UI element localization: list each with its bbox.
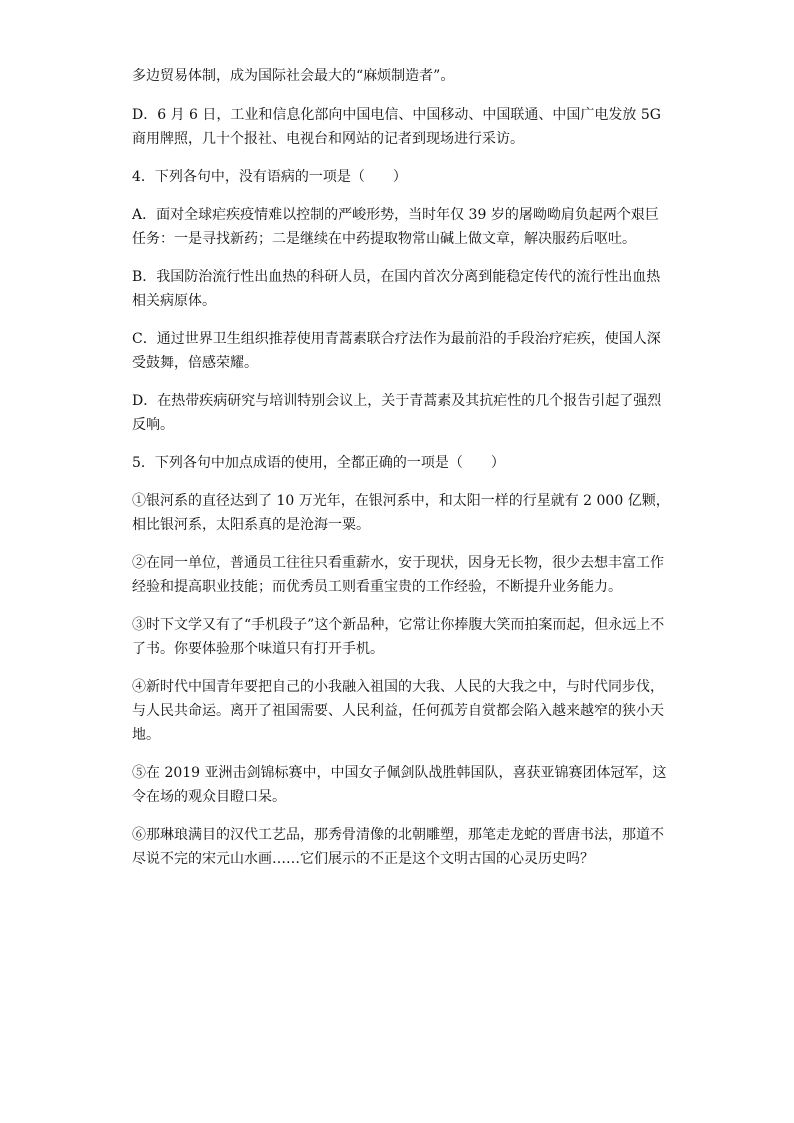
- question-4-title: [132, 165, 672, 189]
- text-line: 地。: [132, 727, 160, 743]
- text-line: D．6 月 6 日，工业和信息化部向中国电信、中国移动、中国联通、中国广电发放 5G: [132, 107, 661, 123]
- document-page: [132, 64, 672, 885]
- text-line: 令在场的观众目瞪口呆。: [132, 789, 286, 805]
- question-title-text: 5．下列各句中加点成语的使用，全都正确的一项是（ ）: [132, 455, 505, 471]
- text-line: B．我国防治流行性出血热的科研人员，在国内首次分离到能稳定传代的流行性出血热: [132, 269, 661, 285]
- text-line: 受鼓舞，倍感荣耀。: [132, 355, 258, 371]
- text-line: ④新时代中国青年要把自己的小我融入祖国的大我、人民的大我之中，与时代同步伐，: [132, 679, 664, 695]
- text-line: 任务：一是寻找新药；二是继续在中药提取物常山碱上做文章，解决服药后呕吐。: [132, 231, 636, 247]
- question-5-item-4: [132, 675, 672, 747]
- text-line: 尽说不完的宋元山水画……它们展示的不正是这个文明古国的心灵历史吗？: [132, 851, 594, 867]
- prev-question-option-d: [132, 103, 672, 151]
- text-line: ①银河系的直径达到了 10 万光年，在银河系中，和太阳一样的行星就有 2 000 亿颗，: [132, 493, 670, 509]
- question-5-title: [132, 451, 672, 475]
- question-4-option-a: [132, 203, 672, 251]
- question-4-option-c: [132, 327, 672, 375]
- text-line: 反响。: [132, 417, 174, 433]
- question-5-item-1: [132, 489, 672, 537]
- text-line: A．面对全球疟疾疫情难以控制的严峻形势，当时年仅 39 岁的屠呦呦肩负起两个艰巨: [132, 207, 659, 223]
- text-line: ⑤在 2019 亚洲击剑锦标赛中，中国女子佩剑队战胜韩国队，喜获亚锦赛团体冠军，这: [132, 765, 667, 781]
- question-5-item-2: [132, 551, 672, 599]
- text-line: D．在热带疾病研究与培训特别会议上，关于青蒿素及其抗疟性的几个报告引起了强烈: [132, 393, 662, 409]
- question-4-option-b: [132, 265, 672, 313]
- text-line: ③时下文学又有了“手机段子”这个新品种，它常让你捧腹大笑而拍案而起，但永远上不: [132, 617, 665, 633]
- text-line: 与人民共命运。离开了祖国需要、人民利益，任何孤芳自赏都会陷入越来越窄的狭小天: [132, 703, 664, 719]
- question-title-text: 4．下列各句中，没有语病的一项是（ ）: [132, 169, 407, 185]
- text-line: 商用牌照，几十个报社、电视台和网站的记者到现场进行采访。: [132, 131, 524, 147]
- text-line: ②在同一单位，普通员工往往只看重薪水，安于现状，因身无长物，很少去想丰富工作: [132, 555, 664, 571]
- text-line: 经验和提高职业技能；而优秀员工则看重宝贵的工作经验，不断提升业务能力。: [132, 579, 622, 595]
- text-line: C．通过世界卫生组织推荐使用青蒿素联合疗法作为最前沿的手段治疗疟疾，使国人深: [132, 331, 661, 347]
- question-5-item-5: [132, 761, 672, 809]
- question-5-item-3: [132, 613, 672, 661]
- text-line: 多边贸易体制，成为国际社会最大的“麻烦制造者”。: [132, 68, 455, 84]
- text-line: 相关病原体。: [132, 293, 216, 309]
- prev-question-continuation: [132, 64, 672, 88]
- question-4-option-d: [132, 389, 672, 437]
- text-line: ⑥那琳琅满目的汉代工艺品，那秀骨清像的北朝雕塑，那笔走龙蛇的晋唐书法，那道不: [132, 827, 664, 843]
- question-5-item-6: [132, 823, 672, 871]
- text-line: 相比银河系，太阳系真的是沧海一粟。: [132, 517, 370, 533]
- text-line: 了书。你要体验那个味道只有打开手机。: [132, 641, 384, 657]
